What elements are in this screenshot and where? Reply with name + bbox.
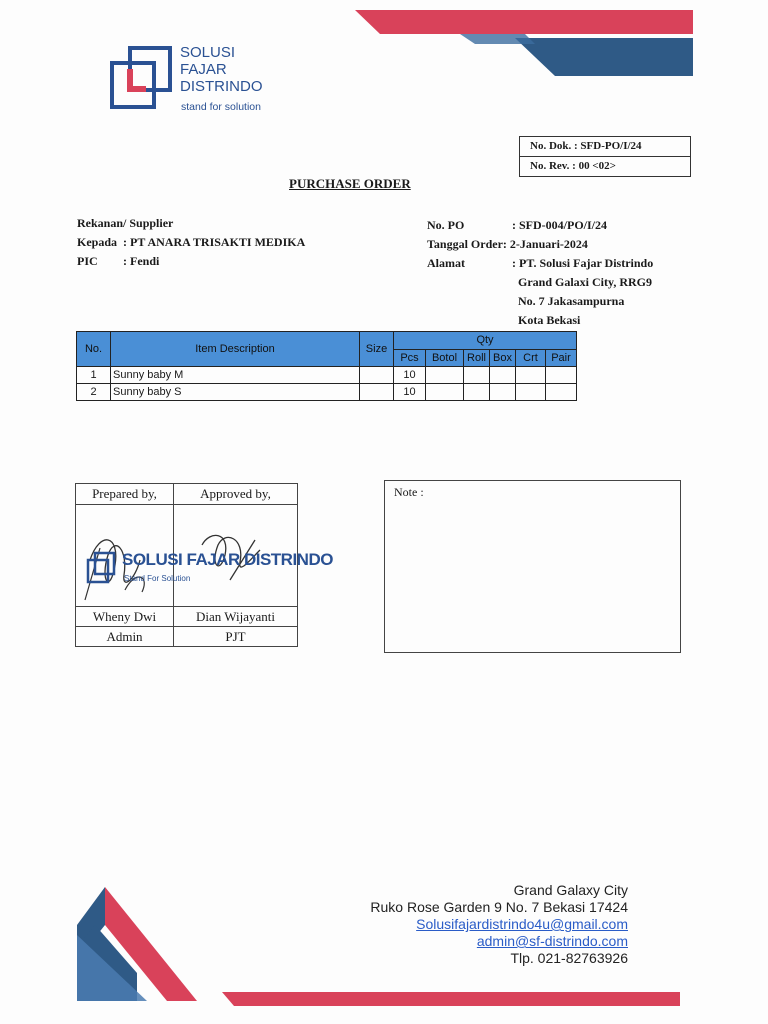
tanggal-row: Tanggal Order: 2-Januari-2024	[427, 237, 588, 251]
approved-role: PJT	[174, 627, 298, 647]
pic-row: PIC : Fendi	[77, 254, 160, 268]
phone-number: Tlp. 021-82763926	[510, 950, 628, 966]
note-label: Note :	[394, 485, 424, 499]
stamp-logo-icon	[86, 550, 116, 586]
kepada-row: Kepada : PT ANARA TRISAKTI MEDIKA	[77, 235, 306, 249]
po-row: No. PO : SFD-004/PO/I/24	[427, 218, 607, 232]
company-stamp	[86, 546, 333, 591]
header-qty: Qty	[394, 332, 577, 350]
stamp-tagline: Stand For Solution	[124, 574, 191, 583]
header-pcs: Pcs	[394, 349, 426, 367]
footer-address: Grand Galaxy City Ruko Rose Garden 9 No. 7 Bekasi 17424 Solusifajardistrindo4u@gmail.com admin@sf-distrindo.com Tlp. 021-82763926	[370, 882, 628, 966]
header-no: No.	[77, 332, 111, 367]
footer-triangle-decoration	[77, 885, 207, 1003]
email-link-1[interactable]: Solusifajardistrindo4u@gmail.com	[416, 916, 628, 932]
header-box: Box	[490, 349, 516, 367]
items-table	[76, 331, 577, 401]
header-roll: Roll	[464, 349, 490, 367]
doc-number: No. Dok. : SFD-PO/I/24	[530, 140, 642, 152]
header-botol: Botol	[426, 349, 464, 367]
header-pair: Pair	[546, 349, 577, 367]
prepared-role: Admin	[76, 627, 174, 647]
company-logo-icon	[110, 45, 174, 111]
alamat-value: : PT. Solusi Fajar Distrindo	[512, 256, 654, 270]
page-title: PURCHASE ORDER	[289, 176, 411, 191]
po-value: : SFD-004/PO/I/24	[512, 218, 607, 232]
pic-value: : Fendi	[123, 254, 160, 268]
table-row: 1 Sunny baby M 10	[77, 367, 577, 384]
alamat-row: Alamat : PT. Solusi Fajar Distrindo	[427, 256, 654, 270]
email-link-2[interactable]: admin@sf-distrindo.com	[476, 933, 628, 949]
header-crt: Crt	[516, 349, 546, 367]
document-number-box	[519, 136, 691, 177]
approved-by-label: Approved by,	[174, 484, 298, 505]
note-box	[384, 480, 681, 653]
stamp-name: SOLUSI FAJAR DISTRINDO	[122, 550, 333, 569]
header-size: Size	[360, 332, 394, 367]
header-item-description: Item Description	[111, 332, 360, 367]
company-name: SOLUSI FAJAR DISTRINDO	[180, 44, 263, 95]
supplier-label: Rekanan/ Supplier	[77, 216, 174, 230]
prepared-name: Wheny Dwi	[76, 607, 174, 627]
header-decoration	[350, 8, 695, 78]
approved-name: Dian Wijayanti	[174, 607, 298, 627]
table-row: 2 Sunny baby S 10	[77, 384, 577, 401]
order-info: No. PO : SFD-004/PO/I/24 Tanggal Order: 2-Januari-2024 Alamat : PT. Solusi Fajar Distrindo Grand Galaxi City, RRG9 No. 7 Jakasampurna Kota Bekasi	[427, 218, 654, 327]
prepared-by-label: Prepared by,	[76, 484, 174, 505]
company-tagline: stand for solution	[181, 101, 261, 113]
revision-number: No. Rev. : 00 <02>	[520, 156, 690, 176]
kepada-value: : PT ANARA TRISAKTI MEDIKA	[123, 235, 306, 249]
footer-band-decoration	[222, 990, 682, 1008]
tanggal-value: : 2-Januari-2024	[502, 237, 588, 251]
supplier-info	[77, 214, 305, 271]
